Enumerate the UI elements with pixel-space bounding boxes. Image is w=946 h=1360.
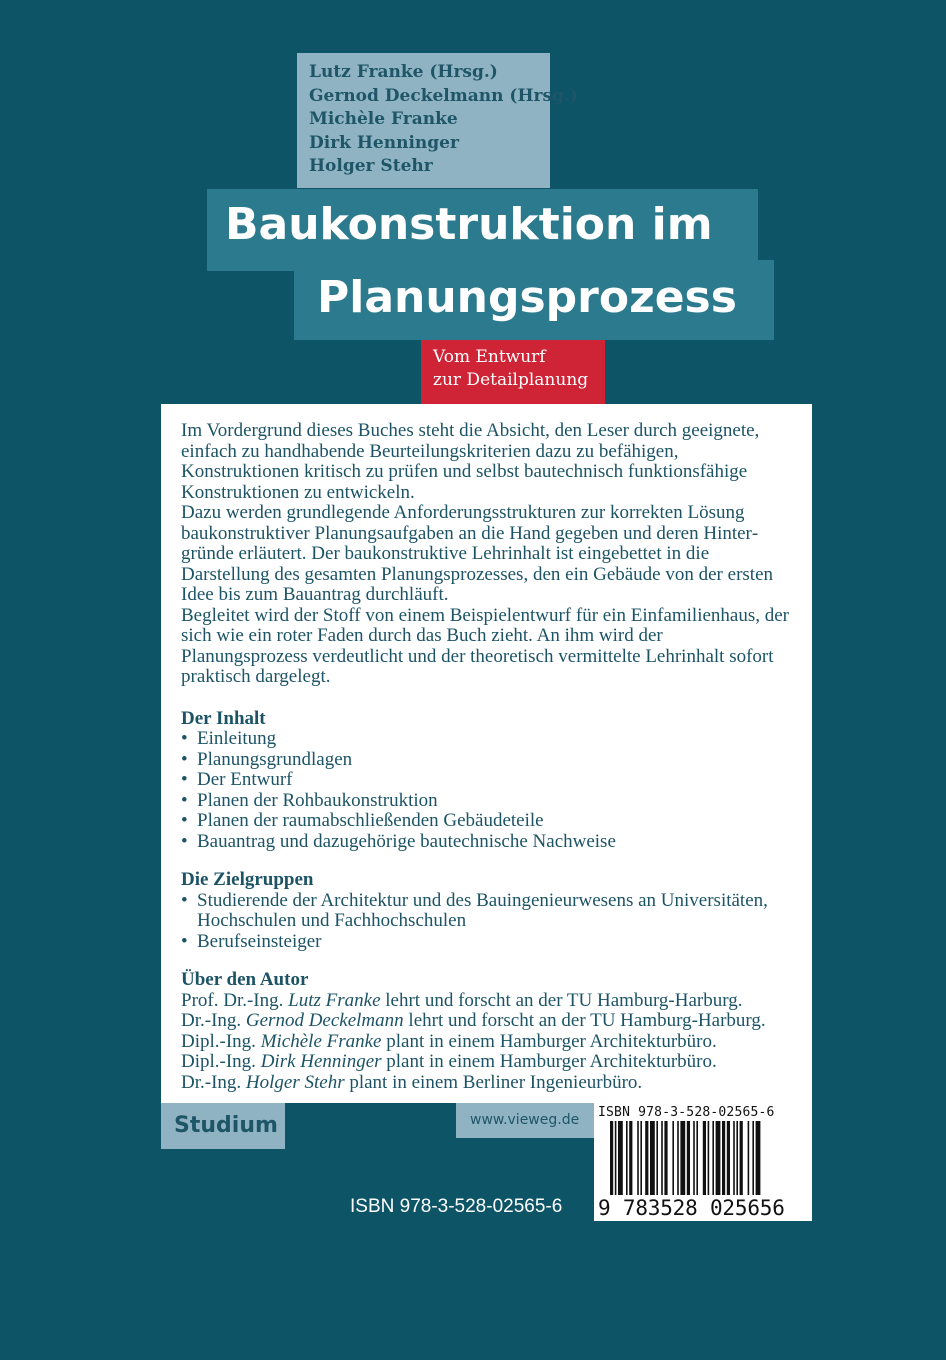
author-bio xyxy=(181,1073,794,1094)
barcode-bar xyxy=(736,1121,738,1195)
author-bio-text: plant in einem Hamburger Architekturbüro. xyxy=(381,1051,717,1072)
description-paragraph: Im Vordergrund dieses Buches steht die Absicht, den Leser durch geeignete, einfach zu handhabende Beurteilungskriterien dazu zu befähigen, Konstruktionen kritisch zu prüfen und selbst bautechnisch funktionsfähige Konstruktionen zu entwickeln. xyxy=(181,420,760,503)
about-author-heading: Über den Autor xyxy=(181,969,309,990)
barcode-digits: 9 783528 025656 xyxy=(598,1196,785,1220)
barcode-bar xyxy=(618,1121,623,1195)
barcode-bar xyxy=(610,1121,613,1195)
barcode-bar xyxy=(661,1121,663,1195)
author-title: Dipl.-Ing. xyxy=(181,1051,261,1072)
isbn-number: ISBN 978-3-528-02565-6 xyxy=(350,1196,563,1217)
barcode-bar xyxy=(752,1121,754,1195)
barcode-bar xyxy=(703,1121,706,1195)
list-item-text: Planen der Rohbaukonstruktion xyxy=(197,789,438,811)
barcode-bar xyxy=(637,1121,639,1195)
author-bio xyxy=(181,1032,794,1053)
contents-list xyxy=(181,729,794,852)
list-item-text: Der Entwurf xyxy=(197,769,293,790)
bullet-icon: • xyxy=(181,930,188,952)
author-name: Michèle Franke xyxy=(309,109,458,129)
author-title: Dr.-Ing. xyxy=(181,1071,246,1093)
author-bio xyxy=(181,1052,794,1073)
author-name: Dirk Henninger xyxy=(309,132,459,153)
target-groups-list xyxy=(181,891,794,953)
description-paragraph: Begleitet wird der Stoff von einem Beispielentwurf für ein Einfamilienhaus, der sich wie ein roter Faden durch das Buch zieht. An ihm wird der Planungsprozess verdeutlicht und der theoretisch vermittelte Lehrinhalt sofort praktisch dargelegt. xyxy=(181,604,790,687)
barcode-bar xyxy=(687,1121,690,1195)
barcode-icon xyxy=(594,1121,812,1197)
description-paragraph: Dazu werden grundlegende Anforderungsstrukturen zur korrekten Lösung baukonstruktiver Planungsaufgaben an die Hand gegeben und deren Hintergründe erläutert. Der baukonstruktive Lehrinhalt ist eingebettet in die Darstellung des gesamten Planungsprozesses, den ein Gebäude von der ersten Idee bis zum Bauantrag durchläuft. xyxy=(181,502,773,605)
book-title-line-2: Planungsprozess xyxy=(294,260,774,340)
contents-heading: Der Inhalt xyxy=(181,707,266,729)
website-label: www.vieweg.de xyxy=(456,1103,594,1138)
barcode-bar xyxy=(727,1121,730,1195)
barcode-bar xyxy=(656,1121,658,1195)
barcode-bar xyxy=(677,1121,679,1195)
book-title-line-1: Baukonstruktion im xyxy=(207,189,758,271)
list-item-text: Planen der raumabschließenden Gebäudeteile xyxy=(197,810,544,831)
list-item-text: Berufseinsteiger xyxy=(197,930,322,952)
barcode-bar xyxy=(615,1121,617,1195)
barcode-bar xyxy=(645,1121,648,1195)
list-item-text: Einleitung xyxy=(197,728,277,749)
list-item xyxy=(181,811,794,832)
list-item xyxy=(181,791,794,812)
barcode-bar xyxy=(712,1121,714,1195)
barcode-bar xyxy=(722,1121,725,1195)
barcode-bar xyxy=(626,1121,628,1195)
bullet-icon: • xyxy=(181,769,188,790)
barcode-bar xyxy=(708,1121,710,1195)
author-title: Prof. Dr.-Ing. xyxy=(181,989,289,1011)
author-name: Lutz Franke (Hrsg.) xyxy=(309,62,498,82)
barcode-bar xyxy=(640,1121,642,1195)
target-groups-heading: Die Zielgruppen xyxy=(181,869,314,890)
barcode-bar xyxy=(693,1121,695,1195)
barcode-box xyxy=(594,1103,812,1221)
author-bio xyxy=(181,1011,794,1032)
author-bio-name: Holger Stehr xyxy=(245,1071,345,1093)
author-title: Dipl.-Ing. xyxy=(181,1030,261,1052)
barcode-bar xyxy=(756,1121,761,1195)
author-title: Dr.-Ing. xyxy=(181,1010,246,1031)
list-item-text: Bauantrag und dazugehörige bautechnische Nachweise xyxy=(197,830,616,852)
list-item-text: Planungsgrundlagen xyxy=(197,748,353,770)
authors-box xyxy=(297,53,578,188)
author-bio-text: plant in einem Hamburger Architekturbüro. xyxy=(381,1030,717,1052)
author-bio xyxy=(181,991,794,1012)
author-name: Gernod Deckelmann (Hrsg.) xyxy=(309,85,578,106)
author-bio-text: lehrt und forscht an der TU Hamburg-Harburg. xyxy=(403,1010,766,1031)
author-bio-name: Michèle Franke xyxy=(260,1030,382,1052)
bullet-icon: • xyxy=(181,748,188,770)
list-item xyxy=(181,932,794,953)
author-bio-text: lehrt und forscht an der TU Hamburg-Harburg. xyxy=(380,989,743,1011)
bullet-icon: • xyxy=(181,889,188,911)
author-bio-text: plant in einem Berliner Ingenieurbüro. xyxy=(344,1071,643,1093)
author-bio-name: Dirk Henninger xyxy=(260,1051,382,1072)
bullet-icon: • xyxy=(181,789,188,811)
barcode-bar xyxy=(680,1121,685,1195)
barcode-bar xyxy=(664,1121,667,1195)
list-item xyxy=(181,729,794,750)
subtitle-line-2: zur Detailplanung xyxy=(433,370,589,390)
barcode-bar xyxy=(650,1121,655,1195)
barcode-bar xyxy=(629,1121,632,1195)
author-bio-name: Gernod Deckelmann xyxy=(245,1010,404,1031)
list-item xyxy=(181,750,794,771)
subtitle-line-1: Vom Entwurf xyxy=(433,347,546,367)
author-name: Holger Stehr xyxy=(309,156,433,176)
list-item-text: Studierende der Architektur und des Bauingenieurwesens an Universitäten, Hochschulen und Fachhochschulen xyxy=(197,889,768,931)
studium-badge: Studium xyxy=(161,1103,285,1149)
barcode-bar xyxy=(716,1121,721,1195)
bullet-icon: • xyxy=(181,728,188,749)
subtitle-box xyxy=(421,340,605,404)
bullet-icon: • xyxy=(181,830,188,852)
barcode-bar xyxy=(748,1121,750,1195)
list-item xyxy=(181,770,794,791)
barcode-bar xyxy=(696,1121,698,1195)
barcode-isbn: ISBN 978-3-528-02565-6 xyxy=(598,1105,775,1120)
barcode-bar xyxy=(740,1121,743,1195)
barcode-bar xyxy=(733,1121,735,1195)
list-item xyxy=(181,891,794,932)
bullet-icon: • xyxy=(181,810,188,831)
list-item xyxy=(181,832,794,853)
description-box xyxy=(161,404,812,1103)
barcode-bar xyxy=(672,1121,674,1195)
author-bio-name: Lutz Franke xyxy=(288,989,381,1011)
